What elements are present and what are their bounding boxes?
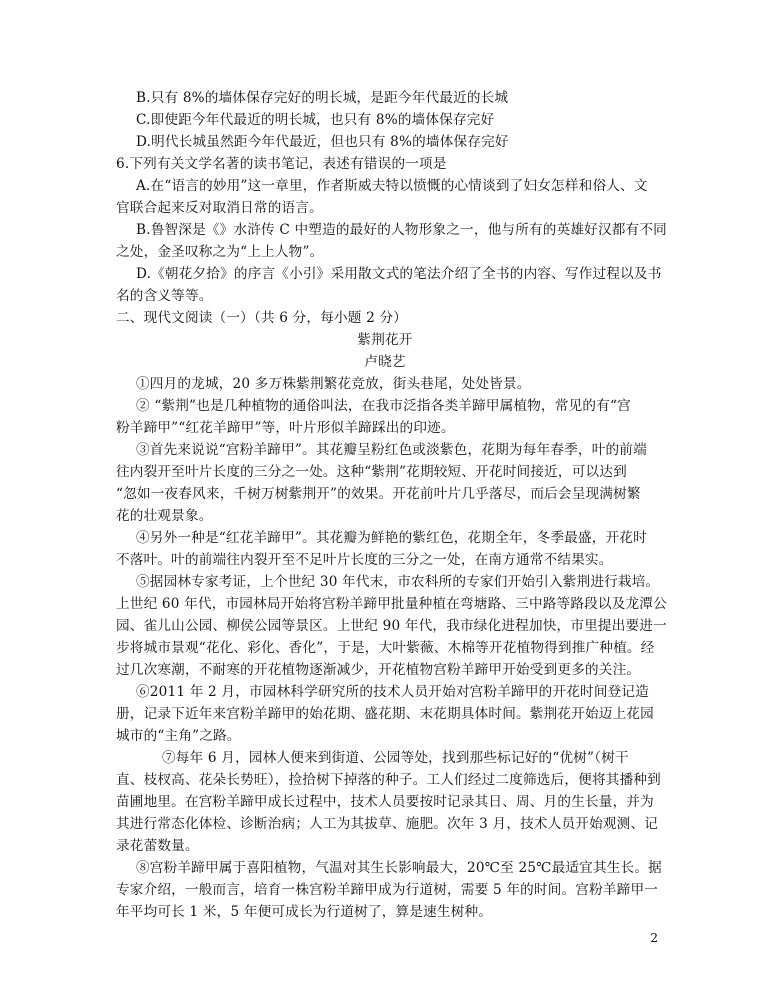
article-line: 不落叶。叶的前端往内裂开至不足叶片长度的三分之一处，在南方通常不结果实。 bbox=[116, 552, 613, 568]
article-line: 花的壮观景象。 bbox=[116, 508, 213, 524]
article-line: 往内裂开至叶片长度的三分之一处。这种“紫荆”花期较短、开花时间接近，可以达到 bbox=[116, 464, 627, 480]
article-line: 其进行常态化体检、诊断治病；人工为其拔草、施肥。次年 3 月，技术人员开始观测、记 bbox=[116, 816, 659, 832]
article-line: 册，记录下近年来宫粉羊蹄甲的始花期、盛花期、末花期具体时间。紫荆花开始迈上花园 bbox=[116, 706, 654, 722]
option-c: C.即使距今年代最近的明长城，也只有 8%的墙体保存完好 bbox=[136, 112, 495, 128]
article-line: 直、枝杈高、花朵长势旺），捡拾树下掉落的种子。工人们经过二度筛选后，便将其播种到 bbox=[116, 772, 661, 788]
page-number: 2 bbox=[650, 931, 658, 945]
article-line: 录花蕾数量。 bbox=[116, 838, 199, 854]
article-title: 紫荆花开 bbox=[357, 332, 413, 348]
article-line: ③首先来说说“宫粉羊蹄甲”。其花瓣呈粉红色或淡紫色，花期为每年春季，叶的前端 bbox=[136, 442, 647, 458]
article-line: 过几次寒潮，不耐寒的开花植物逐渐减少，开花植物宫粉羊蹄甲开始受到更多的关注。 bbox=[116, 662, 641, 678]
section-2-heading: 二、现代文阅读（一）（共 6 分，每小题 2 分） bbox=[116, 310, 408, 326]
article-line: ⑦每年 6 月，园林人便来到街道、公园等处，找到那些标记好的“优树”（树干 bbox=[162, 750, 629, 766]
article-author: 卢晓艺 bbox=[364, 354, 406, 370]
article-line: 城市的“主角”之路。 bbox=[116, 728, 241, 744]
q6-option-a-line-1: A.在“语言的妙用”这一章里，作者斯威夫特以愤慨的心情谈到了妇女怎样和俗人、文 bbox=[136, 178, 648, 194]
article-line: ⑧宫粉羊蹄甲属于喜阳植物，气温对其生长影响最大，20℃至 25℃最适宜其生长。据 bbox=[136, 860, 662, 876]
article-line: ⑥2011 年 2 月，市园林科学研究所的技术人员开始对宫粉羊蹄甲的开花时间登记造 bbox=[136, 684, 649, 700]
article-line: ② “紫荆”也是几种植物的通俗叫法，在我市泛指各类羊蹄甲属植物，常见的有“宫 bbox=[136, 398, 631, 414]
article-line: 年平均可长 1 米，5 年便可成长为行道树了，算是速生树种。 bbox=[116, 904, 493, 920]
q6-option-d-line-1: D.《朝花夕拾》的序言《小引》采用散文式的笔法介绍了全书的内容、写作过程以及书 bbox=[136, 266, 662, 282]
question-6-stem: 6.下列有关文学名著的读书笔记，表述有错误的一项是 bbox=[116, 156, 447, 172]
option-d: D.明代长城虽然距今年代最近，但也只有 8%的墙体保存完好 bbox=[136, 134, 509, 150]
article-line: ⑤据园林专家考证，上个世纪 30 年代末，市农科所的专家们开始引入紫荆进行栽培。 bbox=[136, 574, 660, 590]
q6-option-d-line-2: 名的含义等等。 bbox=[116, 288, 213, 304]
q6-option-b-line-1: B.鲁智深是《》水浒传 C 中塑造的最好的人物形象之一，他与所有的英雄好汉都有不同 bbox=[136, 222, 667, 238]
article-line: 粉羊蹄甲”“红花羊蹄甲”等，叶片形似羊蹄踩出的印迹。 bbox=[116, 420, 455, 436]
article-line: 专家介绍，一般而言，培育一株宫粉羊蹄甲成为行道树，需要 5 年的时间。宫粉羊蹄甲一 bbox=[116, 882, 659, 898]
q6-option-b-line-2: 之处，金圣叹称之为“上上人物”。 bbox=[116, 244, 324, 260]
article-line: 上世纪 60 年代，市园林局开始将宫粉羊蹄甲批量种植在弯塘路、三中路等路段以及龙潭公 bbox=[116, 596, 667, 612]
article-line: ①四月的龙城，20 多万株紫荆繁花竞放，街头巷尾，处处皆景。 bbox=[136, 376, 531, 392]
option-b: B.只有 8%的墙体保存完好的明长城，是距今年代最近的长城 bbox=[136, 90, 509, 106]
article-line: “忽如一夜春风来，千树万树紫荆开”的效果。开花前叶片几乎落尽，而后会呈现满树繁 bbox=[116, 486, 641, 502]
article-line: 园、雀儿山公园、柳侯公园等景区。上世纪 90 年代，我市绿化进程加快，市里提出要进一 bbox=[116, 618, 667, 634]
article-line: ④另外一种是“红花羊蹄甲”。其花瓣为鲜艳的紫红色，花期全年，冬季最盛，开花时 bbox=[136, 530, 647, 546]
q6-option-a-line-2: 官联合起来反对取消日常的语言。 bbox=[116, 200, 323, 216]
article-line: 步将城市景观“花化、彩化、香化”，于是，大叶紫薇、木棉等开花植物得到推广种植。经 bbox=[116, 640, 655, 656]
article-line: 苗圃地里。在宫粉羊蹄甲成长过程中，技术人员要按时记录其日、周、月的生长量，并为 bbox=[116, 794, 654, 810]
